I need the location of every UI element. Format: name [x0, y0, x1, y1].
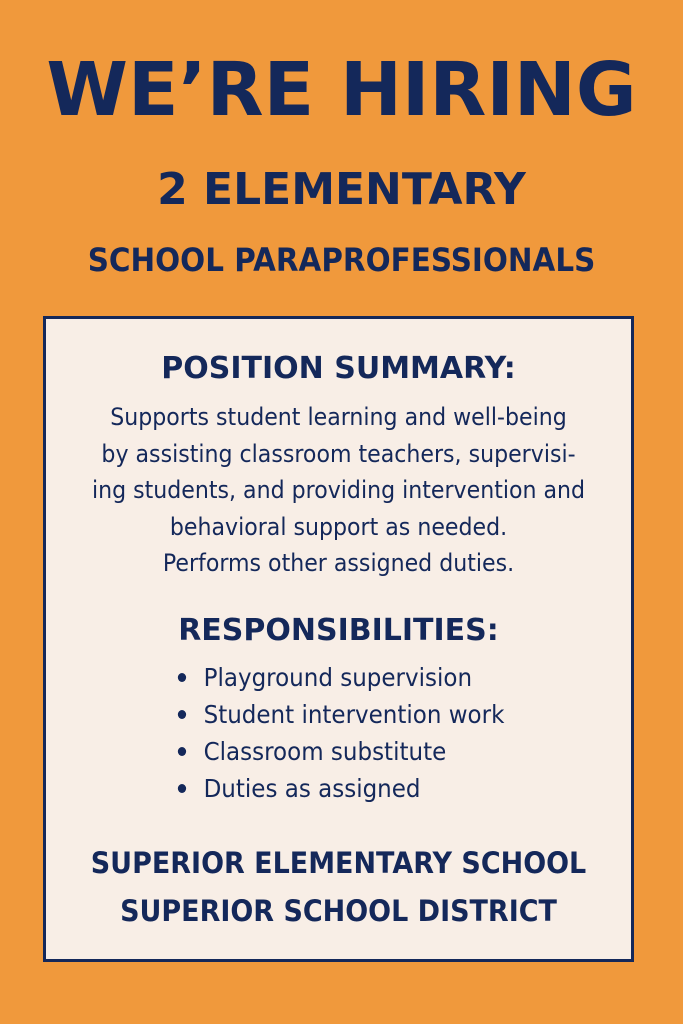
headline-title: WE’RE HIRING — [46, 47, 637, 133]
list-item-label: Student intervention work — [203, 700, 505, 729]
headline-position: SCHOOL PARAPROFESSIONALS — [87, 241, 596, 279]
details-card — [43, 316, 634, 962]
summary-line: by assisting classroom teachers, supervisi- — [101, 439, 576, 468]
list-item — [176, 659, 504, 696]
bullet-icon — [178, 710, 186, 719]
school-name: SUPERIOR ELEMENTARY SCHOOL — [90, 846, 587, 880]
list-item-label: Duties as assigned — [203, 774, 421, 803]
summary-line: ing students, and providing intervention and — [91, 476, 586, 504]
bullet-icon — [178, 673, 186, 682]
responsibilities-heading: RESPONSIBILITIES: — [178, 613, 499, 648]
summary-line: Supports student learning and well-being — [110, 403, 567, 431]
summary-line: Performs other assigned duties. — [162, 549, 515, 577]
list-item-label: Classroom substitute — [203, 737, 447, 766]
headline-subtitle: 2 ELEMENTARY — [157, 164, 526, 215]
list-item — [176, 696, 504, 733]
position-summary-text — [86, 399, 591, 582]
district-name: SUPERIOR SCHOOL DISTRICT — [120, 894, 557, 928]
bullet-icon — [178, 747, 186, 756]
summary-line: behavioral support as needed. — [169, 512, 508, 541]
list-item — [176, 770, 504, 807]
responsibilities-list — [176, 659, 504, 807]
list-item — [176, 733, 504, 770]
bullet-icon — [178, 784, 186, 793]
list-item-label: Playground supervision — [203, 663, 473, 692]
position-summary-heading: POSITION SUMMARY: — [161, 351, 516, 386]
